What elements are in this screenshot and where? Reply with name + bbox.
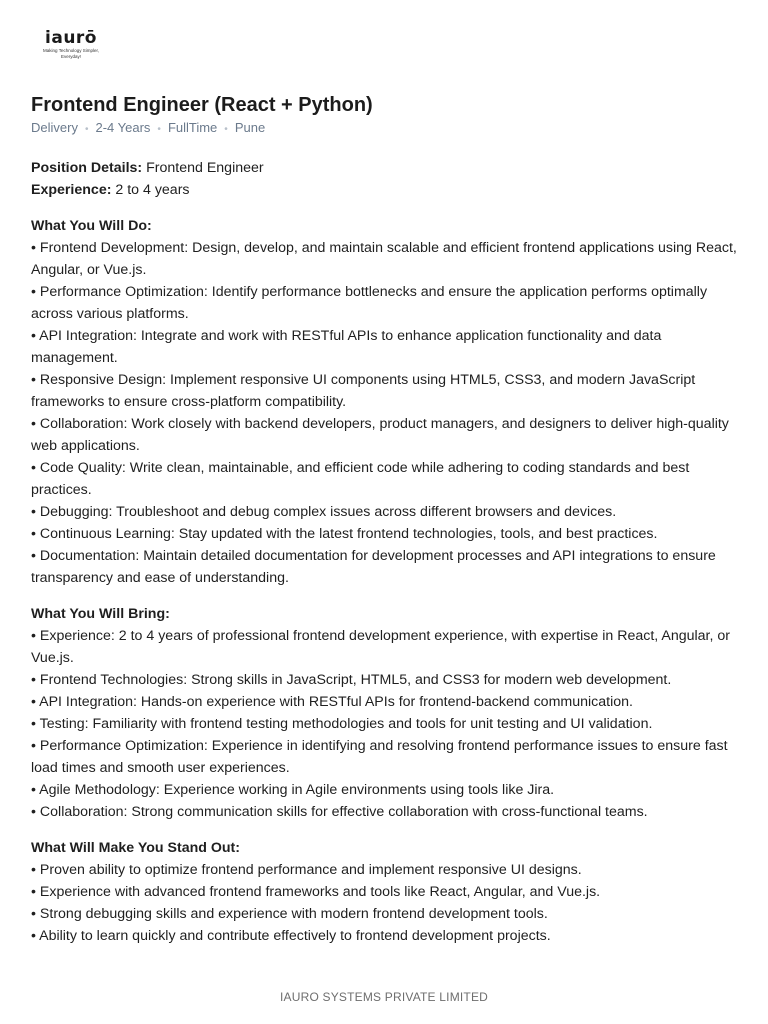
section-title-stand-out: What Will Make You Stand Out: (31, 840, 241, 856)
logo-tagline-line-1: Making Technology Simpler, (43, 48, 99, 53)
company-logo (38, 28, 104, 59)
meta-separator: • (157, 124, 161, 135)
experience-value: 2 to 4 years (111, 182, 190, 198)
meta-location: Pune (234, 120, 266, 135)
list-stand-out (31, 859, 741, 947)
list-item: • Debugging: Troubleshoot and debug complex issues across different browsers and devices. (31, 504, 617, 520)
list-item: • API Integration: Integrate and work with RESTful APIs to enhance application functionality and data management. (31, 328, 662, 366)
list-item: • Performance Optimization: Experience in identifying and resolving frontend performance issues to ensure fast load times and smooth user experiences. (31, 738, 728, 776)
list-item: • API Integration: Hands-on experience with RESTful APIs for frontend-backend communication. (31, 694, 633, 710)
experience-details (31, 179, 741, 201)
list-item: • Frontend Development: Design, develop, and maintain scalable and efficient frontend applications using React, Angular, or Vue.js. (31, 240, 737, 278)
section-title-what-you-will-do: What You Will Do: (31, 218, 152, 234)
job-title: Frontend Engineer (React + Python) (31, 94, 373, 116)
logo-wordmark: iaurō (45, 28, 97, 48)
list-what-you-will-do (31, 237, 741, 589)
position-label: Position Details: (31, 160, 143, 176)
position-details (31, 157, 741, 179)
list-item: • Frontend Technologies: Strong skills in JavaScript, HTML5, and CSS3 for modern web development. (31, 672, 672, 688)
list-item: • Experience: 2 to 4 years of professional frontend development experience, with expertise in React, Angular, or Vue.js. (31, 628, 730, 666)
list-item: • Strong debugging skills and experience with modern frontend development tools. (31, 906, 548, 922)
company-footer: IAURO SYSTEMS PRIVATE LIMITED (279, 990, 489, 1004)
job-meta (31, 120, 265, 138)
list-item: • Experience with advanced frontend frameworks and tools like React, Angular, and Vue.js. (31, 884, 601, 900)
list-item: • Collaboration: Strong communication skills for effective collaboration with cross-functional teams. (31, 804, 648, 820)
list-what-you-will-bring (31, 625, 741, 823)
position-value: Frontend Engineer (142, 160, 264, 176)
list-item: • Code Quality: Write clean, maintainable, and efficient code while adhering to coding standards and best practices. (31, 460, 690, 498)
list-item: • Documentation: Maintain detailed documentation for development processes and API integrations to ensure transparency and ease of understanding. (31, 548, 716, 586)
list-item: • Ability to learn quickly and contribute effectively to frontend development projects. (31, 928, 551, 944)
logo-tagline-line-2: Everyday! (60, 53, 81, 59)
list-item: • Agile Methodology: Experience working in Agile environments using tools like Jira. (31, 782, 555, 798)
meta-separator: • (84, 124, 89, 135)
meta-department: Delivery (31, 120, 78, 135)
list-item: • Performance Optimization: Identify performance bottlenecks and ensure the application performs optimally across various platforms. (31, 284, 708, 322)
experience-label: Experience: (31, 182, 112, 198)
job-description (31, 157, 741, 947)
meta-experience: 2-4 Years (95, 120, 151, 135)
list-item: • Responsive Design: Implement responsive UI components using HTML5, CSS3, and modern JavaScript frameworks to ensure cross-platform compatibility. (31, 372, 696, 410)
list-item: • Testing: Familiarity with frontend testing methodologies and tools for unit testing and UI validation. (31, 716, 653, 732)
section-title-what-you-will-bring: What You Will Bring: (31, 606, 170, 622)
list-item: • Proven ability to optimize frontend performance and implement responsive UI designs. (31, 862, 582, 878)
list-item: • Collaboration: Work closely with backend developers, product managers, and designers to deliver high-quality web applications. (31, 416, 729, 454)
meta-separator: • (224, 124, 228, 135)
meta-employment-type: FullTime (167, 120, 218, 135)
list-item: • Continuous Learning: Stay updated with the latest frontend technologies, tools, and best practices. (31, 526, 658, 542)
